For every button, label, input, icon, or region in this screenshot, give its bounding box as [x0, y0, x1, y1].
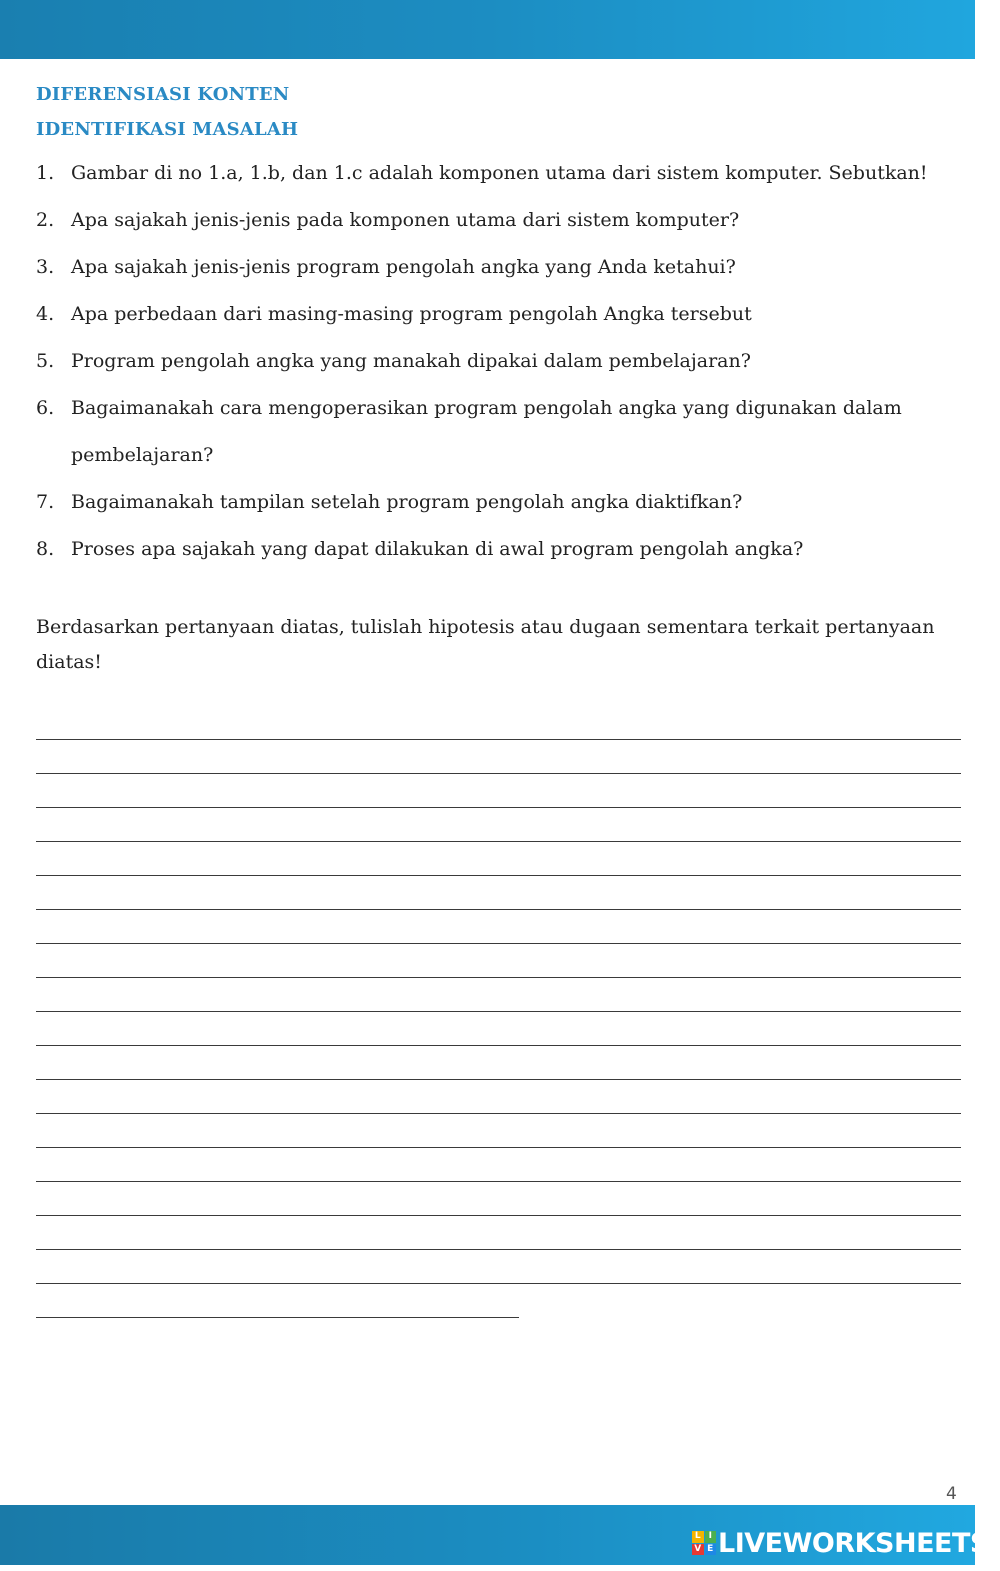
answer-line[interactable]: [36, 841, 961, 842]
answer-line[interactable]: [36, 1283, 961, 1284]
answer-line[interactable]: [36, 1011, 961, 1012]
answer-line-short[interactable]: [36, 1317, 519, 1318]
answer-lines[interactable]: [36, 0, 961, 1571]
question-number: 6.: [36, 397, 55, 419]
answer-line[interactable]: [36, 739, 961, 740]
question-text: Program pengolah angka yang manakah dipakai dalam pembelajaran?: [71, 350, 751, 372]
liveworksheets-logo-icon: [692, 1531, 716, 1555]
question-text: Bagaimanakah tampilan setelah program pengolah angka diaktifkan?: [71, 491, 743, 513]
question-text: Proses apa sajakah yang dapat dilakukan di awal program pengolah angka?: [71, 538, 804, 560]
logo-letter: L: [692, 1531, 704, 1543]
answer-line[interactable]: [36, 1045, 961, 1046]
question-number: 8.: [36, 538, 55, 560]
question-number: 7.: [36, 491, 55, 513]
answer-line[interactable]: [36, 909, 961, 910]
question-text: Apa sajakah jenis-jenis program pengolah angka yang Anda ketahui?: [71, 256, 736, 278]
answer-line[interactable]: [36, 875, 961, 876]
question-text: Gambar di no 1.a, 1.b, dan 1.c adalah komponen utama dari sistem komputer. Sebutkan!: [71, 162, 928, 184]
answer-line[interactable]: [36, 1113, 961, 1114]
question-number: 1.: [36, 162, 55, 184]
logo-letter: I: [705, 1531, 717, 1543]
answer-line[interactable]: [36, 773, 961, 774]
brand-name: LIVEWORKSHEETS: [718, 1527, 989, 1559]
page-number: 4: [946, 1484, 957, 1504]
question-number: 5.: [36, 350, 55, 372]
answer-line[interactable]: [36, 977, 961, 978]
answer-line[interactable]: [36, 1181, 961, 1182]
logo-letter: E: [705, 1544, 717, 1556]
liveworksheets-brand[interactable]: [692, 1527, 989, 1559]
answer-line[interactable]: [36, 943, 961, 944]
section-title: DIFERENSIASI KONTEN: [36, 84, 290, 105]
answer-line[interactable]: [36, 1215, 961, 1216]
subsection-title: IDENTIFIKASI MASALAH: [36, 119, 299, 140]
logo-letter: V: [692, 1544, 704, 1556]
question-text: Apa perbedaan dari masing-masing program pengolah Angka tersebut: [71, 303, 752, 325]
answer-line[interactable]: [36, 1079, 961, 1080]
question-text: Bagaimanakah cara mengoperasikan program pengolah angka yang digunakan dalam: [71, 397, 902, 419]
answer-line[interactable]: [36, 807, 961, 808]
question-number: 3.: [36, 256, 55, 278]
question-text: Apa sajakah jenis-jenis pada komponen utama dari sistem komputer?: [71, 209, 740, 231]
question-number: 4.: [36, 303, 55, 325]
answer-line[interactable]: [36, 1249, 961, 1250]
question-text-continued: pembelajaran?: [71, 444, 214, 466]
question-number: 2.: [36, 209, 55, 231]
answer-line[interactable]: [36, 1147, 961, 1148]
instruction-text: Berdasarkan pertanyaan diatas, tulislah hipotesis atau dugaan sementara terkait pertanyaan diatas!: [36, 616, 935, 673]
